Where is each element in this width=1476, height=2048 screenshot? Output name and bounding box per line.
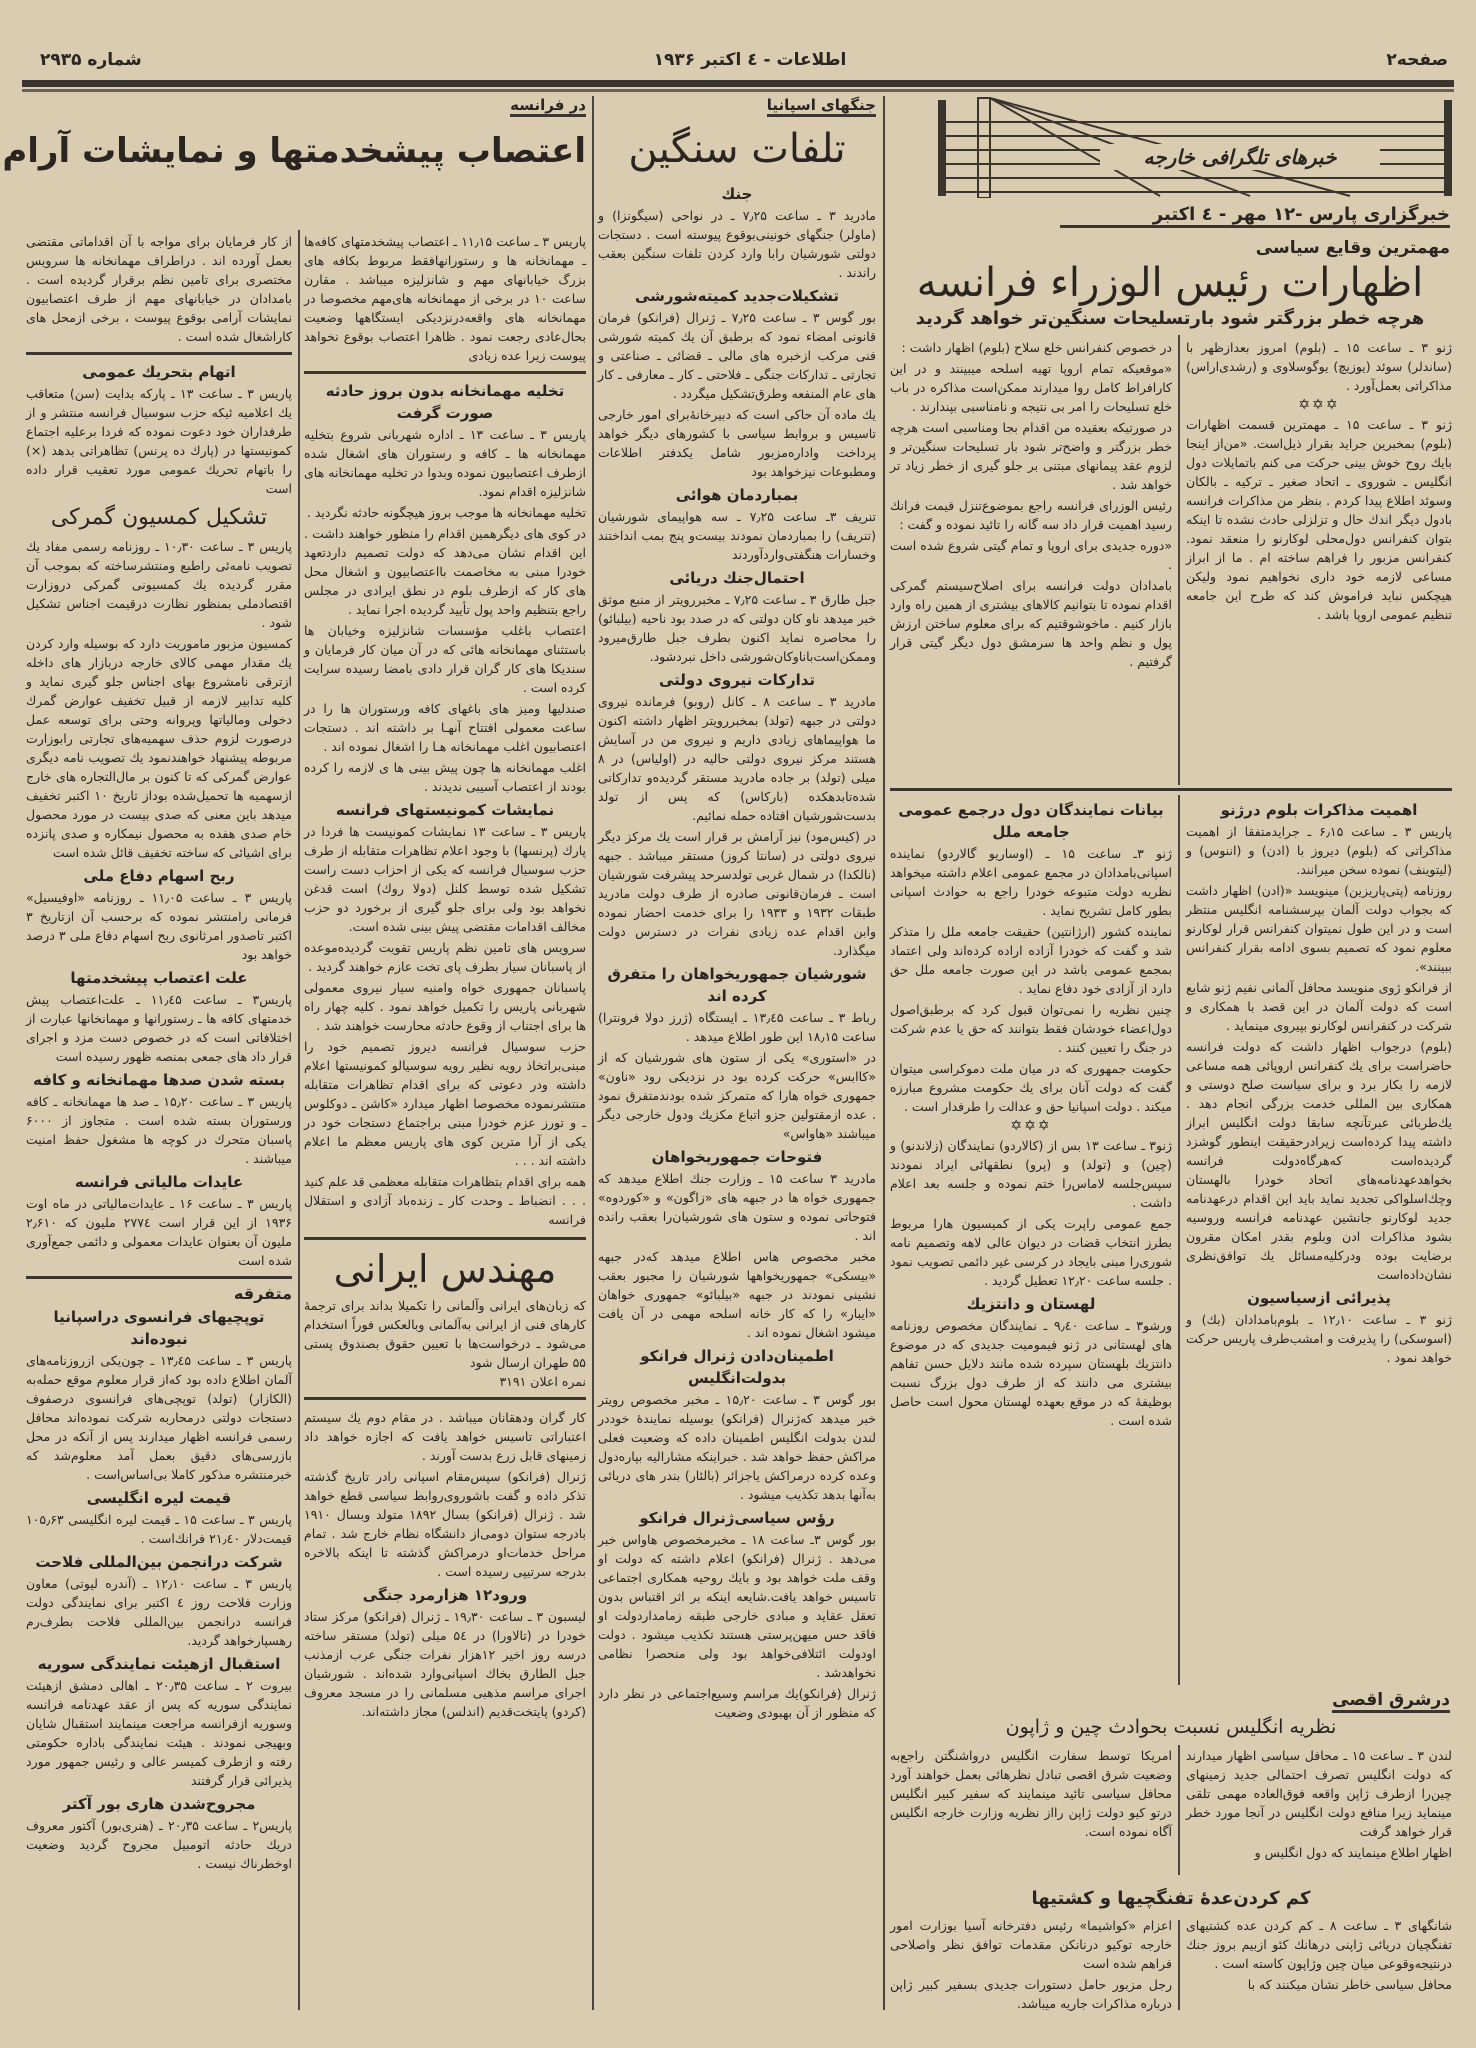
ad-body: که زبان‌های ایرانی وآلمانی را تکمیلا بداند برای ترجمهٔ کارهای فنی از ایرانی به‌آلمانی وبالعکس فوراً استخدام می‌شود ـ درخواست‌ها با تعیین حقوق بصندوق پستی ۵۵ طهران ارسال شود [304, 1298, 586, 1370]
article-paragraph: سرویس های تامین نظم پاریس تقویت گردیده‌موعده از پاسبانان سیار بطرف پای تخت عازم خواهند گردید . [304, 940, 586, 974]
section-kicker: در فرانسه [510, 96, 586, 117]
column-1 [26, 232, 292, 1875]
far-east-right-column [1186, 1746, 1452, 1864]
spain-headline: تلفات سنگین [628, 126, 846, 172]
section-rule [890, 788, 1452, 791]
article-paragraph: پاریس ۳ ـ ساعت ۱۲٫۱۰ ـ (آندره لیوتی) معاون وزارت فلاحت روز ٤ اکتبر برای نمایندگی دولت فرانسه درانجمن بین‌المللی فلاحت بطرف‌رم رهسپارخواهد گردید. [26, 1576, 292, 1648]
article-paragraph: اظهار اطلاع مینمایند که دول انگلیس و [1254, 1845, 1452, 1860]
article-paragraph: پاریس ۳ ـ ساعت ۱۱٫۰۵ ـ روزنامه «اوفیسیل» فرمانی رامنتشر نموده که برحسب آن ازتاریخ ۳ اکتبر تاصدور امرثانوی ربح اسهام دفاع ملی ۳ درصد خواهد بود [26, 890, 292, 962]
right-top-left-column [890, 338, 1172, 673]
column-1-bottom [26, 1276, 292, 1873]
article-paragraph: مادرید ۳ ـ ساعت ۸ ـ کانل (روبو) فرمانده نیروی دولتی در جبهه (تولد) بمخبررویتر اظهار داشته اکنون ما هواپیماهای زیادی داریم و نیروی من در آسایش هستند مرکز نیروی دولتی حالیه در (اولیاس) در ۸ میلی (تولد) بر جاده مادرید مستقر گردیده‌و تدارکاتی شده‌تابدهکده (بارکاس) که پس از تولد بدست‌شورشیان افتاده حمله نمائیم. [598, 694, 876, 823]
article-paragraph: پاریس۳ ـ ساعت ۱۱٫٤۵ ـ علت‌اعتصاب پیش خدمتهای کافه ها ـ رستورانها و مهمانخانها عبارت از اختلافاتی است که در خصوص دست مزد و اجرای قرار داد های جمعی بمنصه ظهور رسیده است [26, 992, 292, 1064]
ad-number: نمره اعلان ۳۱۹۱ [499, 1374, 586, 1389]
article-paragraph: کمسیون مزبور ماموریت دارد که بوسیله وارد کردن یك مقدار مهمی کالای خارجه دربازار های داخله ازترقی نامشروع بهای اجناس جلو گیری نماید و کلیه تدابیر لازمه از قبیل تخفیف عوارض گمرك دخولی ومالیاتها وپروانه وحتی برای توسعه عمل درصورت لزوم حذف سهمیه‌های تجارتی رابوزارت مربوطه پیشنهاد خواهندنمود یك تصویب نامه دیگری عوارض گمرکی که تا کنون بر مال‌التجاره های خارج ازسهمیه ها تحمیل‌شده بوداز تاریخ ۱۰ اکتبر تخفیف میدهد باین معنی که صدی بیست در مورد محصول خام صدی هفده به محصول نیمکاره و صدی پانزده برای اشیائی که ساخته تخفیف قائل شده است [26, 636, 292, 860]
article-paragraph: رباط ۳ ـ ساعت ۱۳٫٤۵ ـ ایستگاه (ژرز دولا فرونترا) ساعت ۱۸٫۱۵ این طور اطلاع میدهد . [598, 1010, 876, 1044]
column-2-top [304, 232, 586, 1229]
france-headline: اعتصاب پیشخدمتها و نمایشات آرام [2, 131, 586, 171]
far-east-left-column [890, 1746, 1172, 1843]
article-paragraph: در «استوری» یکی از ستون های شورشیان که از «کاابس» حرکت کرده بود در نزدیکی رود «ناون» جمهوری خواه هارا که متمرکز شده بودند‌متفرق نمود . عده ازمقتولین جزو اتباع مکزیك ودول خارجی دیگر میباشند «هاواس» [598, 1050, 876, 1141]
logo-text: خبرهای تلگرافی خارجه [1143, 145, 1337, 169]
column-divider [883, 96, 885, 2010]
article-paragraph: ژنرال (فرانکو) سپس‌مقام اسپانی رادر تاریخ گذشته تذکر داده و گفت باشوروی‌روابط سیاسی قطع خواهد شد . ژنرال (فرانکو) بسال ۱۸۹۲ متولد وبسال ۱۹۱۰ بادرجه ستوان دومی‌از دانشگاه نظام خارج شد . تمام مراحل خدمات‌او درمراکش گذشته تا اینکه بالاخره بدرجه سرتیپی رسیده است . [304, 1469, 586, 1579]
article-headline: شرکت درانجمن بین‌المللی فلاحت [35, 1553, 283, 1571]
section-rule [26, 352, 292, 355]
article-headline: فتوحات جمهوریخواهان [651, 1148, 823, 1166]
article-headline: جنك [721, 185, 753, 203]
article-headline: علت اعتصاب پیشخدمتها [70, 969, 248, 987]
column-2-bottom [304, 1408, 586, 1721]
article-paragraph: پاریس ۳ ـ ساعت ۱۶ ـ عایدات‌مالیاتی در ماه اوت ۱۹۳۶ از این قرار است ۲۷۷٤ ملیون که ۲٫۶۱۰ ملیون آن بعنوان عایدات معمولی و دائمی جمع‌آوری شده است [26, 1196, 292, 1268]
article-headline: توپچیهای فرانسوی دراسپانیا نبوده‌اند [53, 1308, 265, 1348]
article-paragraph: ورشو۳ ـ ساعت ۹٫٤۰ ـ نمایندگان مخصوص روزنامه های لهستانی در ژنو فیمومیت جدیدی که در موضوع دانتزیك بلهستان سپرده شده مانند دلایل حسن تفاهم بیشتری می دانند که از طرف دول بزرگ نسبت بوظیفهٔ که در موقع بعهده لهستان محول است حاصل شده است . [890, 1318, 1172, 1428]
article-headline: شورشیان جمهوریخواهان را متفرق کرده اند [607, 965, 867, 1005]
article-headline: اتهام بتحریك عمومی [82, 363, 236, 381]
article-paragraph: همه برای اقدام بتظاهرات متقابله معظمی قد علم کنید . . . انضباط ـ وحدت کار ـ زنده‌باد آزادی و استقلال فرانسه [304, 1174, 586, 1227]
gunboats-headline: کم کردن‌عدهٔ تفنگچیها و کشتیها [1031, 1888, 1311, 1909]
article-headline: بسته شدن صدها مهمانخانه و کافه [33, 1071, 285, 1089]
article-paragraph: ژنو ۳ ـ ساعت ۱۵ ـ (بلوم) امروز بعدازظهر با (ساندلر) سوئد (یوزیچ) یوگوسلاوی و (رشدی‌اراس) مذاکراتی بعمل‌آورد . [1186, 340, 1452, 393]
article-paragraph: بور گوس ۳ـ ساعت ۱۸ ـ مخبرمخصوص هاواس خبر می‌دهد . ژنرال (فرانکو) اعلام داشته که دولت او وقف ملت خواهد بود و بایك روحیه همکاری اجتماعی تاسیس خواهد یافت.شایعه اینکه بر اثر اقتباس بدون تعقل عقاید و مبادی خارجی طبقه زمامداردولت او فاقد حس میهن‌پرستی هستند تکذیب میشود . دولت اودولت ائتلافی‌خواهد بود ولی منحصرا نظامی نخواهدشد . [598, 1532, 877, 1680]
star-ornament: ✡✡✡ [1010, 1118, 1052, 1134]
article-headline: لهستان و دانتزیك [966, 1295, 1096, 1313]
paper-date: اطلاعات - ٤ اکتبر ۱۹۳۶ [653, 50, 847, 70]
front-kicker: مهمترین وقایع سیاسی [1255, 238, 1450, 258]
article-paragraph: پاریس ۳ ـ ساعت ۱۳ ـ اداره شهربانی شروع بتخلیه مهمانخانه ها ـ کافه و رستوران های اشغال شده ازطرف اعتصابیون نموده وبدوا در تخلیه مهمانخانه های شانزلیزه اقدام نمود. [304, 427, 586, 499]
issue-number: شماره ۲۹۳۵ [40, 50, 142, 70]
article-headline: اهمیت مذاکرات بلوم درژنو [1220, 801, 1418, 819]
article-paragraph: حزب سوسیال فرانسه دیروز تصمیم خود را مبنی‌براتخاذ رویه نظیر رویه سوسیالو کمونیستها اعلام داشته ودر دعوتی که برای اقدام تظاهرات متقابله منتشرنموده مخصوصا اظهار میدارد «کاشن ـ دوکلوس ـ و تورز عزم خودرا مبنی براجتماع دستجات خود در یکی از آرا مترین کوی های پاریس معظم ما اعلام داشته اند . . . [304, 1039, 586, 1168]
article-paragraph: بامدادان دولت فرانسه برای اصلاح‌سیستم گمرکی اقدام نموده تا بتوانیم کالاهای بیشتری از همین راه وارد بازار کنیم . ماخوشوقتیم که برای معلوم ساختن ارزش پول و نظم واحد ها سرمشق دول دیگر گیتی قرار گرفتیم . [889, 578, 1172, 669]
article-headline: تخلیه مهمانخانه بدون بروز حادثه صورت گرفت [325, 382, 565, 422]
article-paragraph: ژنرال (فرانکو)یك مراسم وسیع‌اجتماعی در نظر دارد که منظور از آن بهبودی وضعیت [598, 1686, 876, 1720]
job-advertisement [304, 1237, 586, 1400]
article-paragraph: پاریس ۳ ـ ساعت ۱۱٫۱۵ ـ اعتصاب پیشخدمتهای کافه‌ها ـ مهمانخانه ها و رستورانهافقط مربوط بکافه های بزرگ خیابانهای مهم و شانزلیزه میباشد . مقارن ساعت ۱۰ در برخی از مهمانخانه های‌مهم مخصوصا در مهمانخانه های واقعه‌درنزدیکی ایستگاهها وضعیت بحال‌عادی رجعت نمود . ظاهرا اعتصاب بوقوع نخواهد پیوست زیرا عده زیادی [304, 234, 586, 363]
article-paragraph: جمع عمومی راپرت یکی از کمیسیون هارا مربوط بطرز انتخاب قضات در دیوان عالی لاهه وتصمیم نامه شوری‌را مبنی بایجاد در کرسی غیر دائمی تصویب نمود . جلسه ساعت ۱۲٫۲۰ تعطیل گردید . [890, 1216, 1172, 1288]
article-paragraph: کار گران ودهقانان میباشد . در مقام دوم یك سیستم اعتباراتی تاسیس خواهد یافت که اجازه خواهد داد زمینهای قابل زرع بدست آورند . [304, 1410, 586, 1463]
article-paragraph: پاریس ۳ ـ ساعت ۱۰٫۳۰ ـ روزنامه رسمی مفاد یك تصویب نامه‌ئی راطبع ومنتشرساخته که بموجب آن مقرر گردیده یك کمسیونی گمرکی دروزارت اقتصادملی بمنظور نظارت درقیمت اجناس تشکیل شود . [26, 539, 292, 630]
column-divider [1178, 1745, 1180, 1875]
article-paragraph: پاریس ۳ ـ ساعت ۱۳ ـ پارکه بدایت (سن) متعاقب یك اعلامیه ئیکه حزب سوسیال فرانسه منتشر و از طرفداران خود دعوت نموده که فردا برعلیه اجتماع کمونیستها در (پارك ده پرنس) تظاهراتی بدهد (×) را باتهام تحریك عمومی مورد تعقیب قرار داده است [26, 386, 292, 496]
column-3 [598, 180, 876, 1724]
ad-headline: مهندس ایرانی [333, 1247, 557, 1291]
article-paragraph: مادرید ۳ ساعت ۱۵ ـ وزارت جنك اطلاع میدهد که جمهوری خواه ها در جبهه های «زاگون» و «کوردوه» فتوحاتی نموده و ستون های شورشیان‌را بعقب رانده اند . [598, 1171, 876, 1243]
article-paragraph: لیسبون ۳ ـ ساعت ۱۹٫۳۰ ـ ژنرال (فرانکو) مرکز ستاد خودرا در (تالاورا) در ۵٤ میلی (تولد) مستقر ساخته درسه روز اخیر ۱۲هزار نفرات جنگی عرب ازمذنب جبل الطارق بخاك اسپانی‌وارد شده‌اند . شورشیان اجرای مراسم مذهبی مسلمانی را در مسجد معروف (کردو) پایتخت‌قدیم (اندلس) مجاز داشته‌اند. [304, 1609, 586, 1719]
article-paragraph: (بلوم) درجواب اظهار داشت که دولت فرانسه حاضراست برای یك کنفرانس اروپائی همه مساعی لازمه را بکار برد و برای سیاست صلح دوستی و همکاری بین المللی خدمت بزرگی انجام دهد . یك‌طربائی عبرتآنچه سابقا دولت انگلیس ابراز داشته پیدا کرده‌است زیرادرحقیقت اینطور گوشزد گردیده‌است که‌هرگاه‌دولت فرانسه بخواهدعهدنامه‌های اتحاد خودرا بالهستان وچك‌اسلواکی تجدید نماید باید این اقدام درعهدنامه جدید لوکارنو جانشین عهدنامه فرانسه وروسیه بشود مذاکرات ادن وبلوم بقدر امکان مقرون برضایت بوده ودرکلیه‌مسائل یك توافق‌نظری نشان‌داده‌است [1186, 1039, 1452, 1282]
article-paragraph: محافل سیاسی خاطر نشان میکنند که با [1247, 1977, 1452, 1992]
right-mid-right-column [1186, 796, 1452, 1369]
article-paragraph: جبل طارق ۳ ـ ساعت ۷٫۲۵ ـ مخبررویتر از منبع موثق خبر میدهد ناو کان دولتی که در صدد بود ناحیه (بیلبائو) را محاصره نماید اکنون بطرف جبل طارق‌میرود وممکن‌است‌باناو‌کان‌شورشی داخل نبردشود. [598, 592, 876, 664]
article-paragraph: پاریس ۳ ـ ساعت ۱۵ ـ قیمت لیره انگلیسی ۱۰۵٫۶۳ قیمت‌دلار ۲۱٫٤۰ فرانك‌است . [26, 1512, 293, 1546]
article-paragraph: تنریف ۳ـ ساعت ۷٫۲۵ ـ سه هواپیمای شورشیان (تنریف) را بمباردمان نمودند بیست‌و پنج بمب انداختند وخسارات هنگفتی‌وارد‌آوردند [598, 509, 876, 562]
article-paragraph: ژنو ۳ ـ ساعت ۱۲٫۱۰ ـ بلوم‌بامدادان (بك) و (اسوسکی) را پذیرفت و امشب‌طرف پاریس حرکت خواهد نمود . [1186, 1312, 1452, 1365]
right-top-right-column [1186, 338, 1452, 626]
column-divider [298, 230, 300, 2010]
article-paragraph: تخلیه مهمانخانه ها موجب بروز هیچگونه حادثه نگردید . [306, 505, 586, 520]
article-headline: عایدات مالیاتی فرانسه [74, 1173, 244, 1191]
column-2 [304, 232, 586, 1723]
article-paragraph: مخبر مخصوص هاس اطلاع میدهد که‌در جبهه «بیسکی» جمهوریخواهها شورشیان را مجبور بعقب نشینی نمودند در جبهه «بیلبائو» جمهوری خواهان «ایبار» را که کار خانه اسلحه مهمی در آن یافت میشود اشغال نموده اند . [598, 1249, 876, 1340]
section-label: متفرقه [233, 1284, 292, 1303]
article-paragraph: رئیس الوزرای فرانسه راجع بموضوع‌تنزل قیمت فرانك رسید اهمیت قرار داد سه گانه را تائید نموده و گفت : [890, 498, 1172, 532]
gunboats-left-column [890, 1916, 1172, 2015]
article-paragraph: امریکا توسط سفارت انگلیس درواشنگتن راجع‌به وضعیت شرق اقصی تبادل نظرهائی بعمل خواهند آورد محافل سیاسی تائید مینمایند که سفیر کبیر انگلیس درتو کیو دولت ژاپن رااز نظریه وزارت خارجه انگلیس آگاه نموده است. [890, 1748, 1172, 1839]
article-paragraph: بور گوس ۳ ـ ساعت ۷٫۲۵ ـ ژنرال (فرانکو) فرمان قانونی امضاء نمود که برطبق آن یك کمیته شورشی فنی مرکب ازخبره های مالی ـ قضائی ـ صناعتی و تجارتی ـ تدارکات جنگی ـ فلاحتی ـ کار ـ معارفی ـ کار های عام المنفعه وطرق‌تشکیل میگردد . [598, 310, 876, 401]
article-headline: مجروح‌شدن هاری بور آکتر [62, 1795, 256, 1813]
column-divider [1178, 1920, 1180, 2010]
article-headline: اطمینان‌دادن ژنرال فرانکو بدولت‌انگلیس [640, 1347, 834, 1387]
article-headline-large: تشکیل کمسیون گمرکی [50, 505, 268, 530]
article-headline: پذیرائی ازسیاسیون [1247, 1289, 1391, 1307]
article-paragraph: صندلیها ومیز های باغهای کافه ورستوران ها را در ساعت معمولی افتتاح آنهـا بر داشته اند . دستجات اعتصابیون اغلب مهمانخانه هـا را اشغال نموده اند . [304, 701, 586, 754]
article-paragraph: از فرانکو ژوی منویسد محافل آلمانی نفیم ژنو شایع است که دولت آلمان در این قصد با همکاری و شرکت در کنفرانس لوکارنو بپیروی مینماید . [1186, 980, 1452, 1033]
article-paragraph: اعتصاب باغلب مؤسسات شانزلیزه وخیابان ها باستثنای مهمانخانه هائی که در آن میان کار فرمایان و سندیکا های کار گران قرار دادی بامضا رسیده سرایت کرده است . [304, 623, 586, 695]
article-paragraph: ژنو ۳ ـ ساعت ۱۵ ـ مهمترین قسمت اظهارات (بلوم) بمخبرین جراید بقرار ذیل‌است. «من‌از اینجا بایك روح خوش بینی حرکت می کنم باتمایلات دول انگلیس ـ شوروی ـ اتحاد صغیر ـ ترکیه ـ بالکان وسوئد اطلاع پیدا کردم . بنظر من مذاکرات فرانسه بادول دیگر اندك حال و تزلزلی حادث نشده تا اینکه بتوان کنفرانس دول‌محلی لوکارنو را منعقد نمود. کنفرانس مزبور را فراهم ساخته ام . ما از ابراز مساعی لازمه خود داری نخواهیم نمود ولیکن هیچکس نباید فراموش کند که طرح این جامعه تنظیم عمومی اروپا باشد . [1186, 417, 1452, 622]
article-paragraph: «موقعیکه تمام اروپا تهیه اسلحه میبینند و در این کارافراط کامل روا میدارند ممکن‌است مذاکره در باب خلع تسلیحات را امر بی نتیجه و نامناسبی بپندارند . [890, 361, 1172, 414]
article-paragraph: پاسبانان جمهوری خواه وامنیه سیار نیروی معمولی شهربانی پاریس را تکمیل خواهد نمود . کلیه چهار راه ها برای اجتناب از وقوع حادثه محارست خواهند شد . [304, 980, 586, 1033]
far-east-headline: نظریه انگلیس نسبت بحوادث چین و ژاپون [1005, 1716, 1337, 1738]
article-paragraph: روزنامه (پتی‌پاریزین) مینویسد «(ادن) اظهار داشت که بجواب دولت آلمان بپرسشنامه انگلیس منتظر است و در این طول نمیتوان کنفرانس قرار لوکارنو معلوم نمود که تصمیم بسوی ادامه بقرار کنفرانس ببینند». [1186, 883, 1452, 974]
right-mid-left-column [890, 796, 1172, 1432]
article-paragraph: پاریس ۳ ـ ساعت ۱۳٫٤۵ ـ چون‌یکی ازروزنامه‌های آلمان اطلاع داده بود که‌از قرار معلوم موقع حمله‌به (الکازار) (تولد) توپچی‌های فرانسوی درصفوف دستجات دولتی درمحاربه شرکت نموده‌اند محافل رسمی فرانسه اظهار میدارند پس از آنکه در محل بازرسی‌های دقیق بعمل آمد معلوم‌شد که خبرمنتشره مذکور کاملا بی‌اساس‌است . [26, 1353, 292, 1482]
article-paragraph: پاریس ۳ ـ ساعت ۱۵٫۲۰ ـ صد ها مهمانخانه ـ کافه ورستوران بسته شده است . متجاوز از ۶۰۰۰ پاسبان متحرك در کوچه ها مشغول حفظ امنیت میباشند . [26, 1094, 292, 1166]
article-paragraph: پاریس ۳ ـ ساعت ۱۳ نمایشات کمونیست ها فردا در پارك (پرنسها) با وجود اعلام تظاهرات متقابله از طرف حزب سوسیال فرانسه که یکی از احزاب دست راست تشکیل شده توسط کلنل (دولا روك) است قدغن نخواهد بود ولی برای جلو گیری از برخورد دو حزب مخالف اقدامات مقتضی پیش بینی شده است. [304, 824, 586, 934]
article-paragraph: حکومت جمهوری که در میان ملت دموکراسی میتوان گفت که دولت آنان برای یك حکومت مشروع مبارزه میکند . دولت اسپانیا حق و عدالت را طرفدار است . [890, 1061, 1172, 1114]
article-paragraph: ژنو۳ ـ ساعت ۱۳ بس از (کالاردو) نمایندگان (زلاندنو) و (چین) و (تولد) و (پرو) نطقهائی ایراد نمودند سپس‌جلسه لاماس‌را ختم نموده و جلسه بعد اعلام داشت . [890, 1138, 1172, 1210]
article-headline: رؤس سیاسی‌ژنرال فرانکو [639, 1509, 835, 1527]
article-headline: نمایشات کمونیستهای فرانسه [335, 801, 555, 819]
far-east-section-label: درشرق اقصی [1332, 1690, 1450, 1713]
article-paragraph: یك ماده آن حاکی است که دبیرخانهٔ‌برای امور خارجی تاسیس و بروابط سیاسی با کشورهای دیگر خواهد پرداخت واداره‌مزبور شامل یکدفتر اطلاعات ومطبوعات نیزخواهد بود [598, 407, 876, 479]
article-paragraph: در (کیس‌مود) نیز آرامش بر قرار است یك مرکز دیگر نیروی دولتی در (سانتا کروز) مستقر میباشد . جبهه (نالکدا) در شمال غربی تولدسرحد پیشرفت شورشیان است ـ فرمان‌قانونی صادره از طرف دولت مادرید طبقات ۱۹۳۲ و ۱۹۳۳ را برای خدمت احضار نموده وابن اقدام عده زیادی نفرات در دسترس دولت میگذارد. [598, 829, 877, 958]
article-paragraph: بور گوس ۳ ـ ساعت ۱۵٫۲۰ ـ مخبر مخصوص رویتر خبر میدهد که‌ژنرال (فرانکو) بوسیله نمایندهٔ خوددر لندن بدولت انگلیس اطمینان داده که وضعیت فعلی مراکش حفظ خواهد شد . خبراینکه مشارالیه بپاره‌دول وعده کرده درمراکش یاجزائر (بالئار) بندر های دریائی به‌آنها بدهد تکذیب میشود . [598, 1392, 876, 1502]
article-headline: ربح اسهام دفاع ملی [83, 867, 235, 885]
section-kicker: جنگهای اسپانیا [767, 96, 876, 117]
column-divider [1178, 335, 1180, 785]
article-paragraph: از کار فرمایان برای مواجه با آن اقداماتی مقتضی بعمل آورده اند . دراطراف مهمانخانه ها سرویس مختصری برای تامین نظم برقرار گردیده است . بامدادان در خیابانهای مهم از طرف اعتصابیون نمایشات آرامی بوقوع پیوست ، برخی ازمحل های کاراشغال شده است . [26, 234, 292, 344]
masthead-rule [22, 80, 1454, 89]
column-divider [592, 96, 594, 2010]
article-paragraph: اغلب مهمانخانه ها چون پیش بینی ها ی لازمه را کرده بودند از اعتصاب آسیبی ندیدند . [304, 760, 586, 794]
foreign-telegraph-logo [930, 92, 1460, 198]
main-headline: اظهارات رئیس الوزراء فرانسه [916, 260, 1424, 306]
article-paragraph: بیروت ۲ ـ ساعت ۲۰٫۳۵ ـ اهالی دمشق ازهیئت نمایندگی سوریه که پس از عقد عهدنامه فرانسه وسوریه ازفرانسه مراجعت مینمایند استقبال شایان وبهیجی نمودند . هیئت نمایندگی باداره حکومتی رفته و ازطرف کمیسر عالی و رئیس جمهور مورد پذیرائی قرار گرفتند [26, 1678, 292, 1788]
article-paragraph: چنین نظریه را نمی‌توان قبول کرد که برطبق‌اصول دول‌اعضاء خودشان فقط بتوانند که حق یا عدم شرکت در جنگ را تعیین کنند . [890, 1002, 1172, 1055]
article-paragraph: اعزام «کواشیما» رئیس دفترخانه آسیا بوزارت امور خارجه توکیو درنانکن مقدمات توافق نظر واصلاحی فراهم شده است [890, 1918, 1172, 1971]
article-headline: تدارکات نیروی دولتی [658, 671, 816, 689]
article-headline: بمباردمان هوائی [675, 486, 799, 504]
article-paragraph: رجل مزبور حامل دستورات جدیدی بسفیر کبیر ژاپن درباره مذاکرات جاریه میباشد. [890, 1977, 1172, 2011]
page-label: صفحه۲ [1386, 50, 1448, 70]
article-paragraph: شانگهای ۳ ـ ساعت ۸ ـ کم کردن عده کشتیهای تفنگچیان دریائی ژاپنی درهانك کئو ازبیم بروز جنك درنتیجه‌وقوعی میان چین وژاپون کاسته است . [1186, 1918, 1452, 1971]
star-ornament: ✡✡✡ [1298, 397, 1340, 413]
article-paragraph: لندن ۳ ـ ساعت ۱۵ ـ محافل سیاسی اظهار میدارند که دولت انگلیس تصرف احتمالی جدید زمینهای چین‌را ازطرف ژاپن واقعه فوق‌العاده مهمی تلقی مینماید زیرا منافع دولت انگلیس در آنجا مورد خطر قرار خواهد گرفت [1186, 1748, 1452, 1839]
gunboats-right-column [1186, 1916, 1452, 1996]
article-headline: تشکیلات‌جدید کمیته‌شورشی [634, 287, 840, 305]
article-headline: احتمال‌جنك دریائی [669, 569, 805, 587]
column-1-top [26, 232, 292, 1270]
article-headline: قیمت لیره انگلیسی [86, 1489, 232, 1507]
article-headline: بیانات نمایندگان دول درجمع عمومی جامعه ملل [898, 801, 1164, 841]
article-paragraph: در کوی های دیگرهمین اقدام را منظور خواهند داشت . این اقدام نشان می‌دهد که دولت تصمیم داردتعهد خودرا مبنی به مخاصمت بااعتصابیون و اشغال محل های کار که ازطرف بلوم در نطق ایرادی در مجلس راجع بتنظیم واحد پول تأیید گردیده اجرا نماید . [304, 526, 586, 617]
section-rule [304, 371, 586, 374]
article-paragraph: در صورتیکه بعقیده من اقدام بجا ومناسبی است هرچه خطر بزرگتر و واضح‌تر شود بار تسلیحات سنگین‌تر و لزوم عقد پیمانهای مبتنی بر جلو گیری از خطر زیاد تر خواهد شد . [890, 420, 1172, 492]
article-paragraph: در خصوص کنفرانس خلع سلاح (بلوم) اظهار داشت : [901, 340, 1172, 355]
article-headline: ورود۱۲ هزارمرد جنگی [362, 1586, 528, 1604]
main-subhead: هرچه خطر بزرگتر شود بارتسلیحات سنگین‌تر خواهد گردید [915, 308, 1425, 329]
article-paragraph: پاریس ۳ ـ ساعت ۶٫۱۵ ـ جرایدمتفقا از اهمیت مذاکراتی که (بلوم) دیروز با (ادن) و (اننوس) و (لیتوینف) نموده سخن میرانند. [1186, 824, 1452, 877]
article-headline: استقبال ازهیئت نمایندگی سوریه [37, 1655, 281, 1673]
article-paragraph: پاریس۲ ـ ساعت ۲۰٫۳۵ ـ (هنری‌بور) آکتور معروف دریك حادثه اتومبیل مجروح گردید وضعیت اوخطرناك نیست . [26, 1818, 292, 1871]
article-paragraph: «دوره جدیدی برای اروپا و تمام گیتی شروع شده است . [890, 538, 1172, 572]
article-paragraph: مادرید ۳ ـ ساعت ۷٫۲۵ ـ در نواحی (سیگونزا) و (ماولر) جنگهای خونینی‌بوقوع پیوسته است . دستجات دولتی شورشیان رابا وارد کردن تلفات سنگین بعقب راندند . [598, 208, 876, 280]
article-paragraph: ژنو ۳ـ ساعت ۱۵ ـ (اوساریو گالاردو) نماینده اسپانی‌بامدادان در مجمع عمومی اعلام داشته میخواهد نظریه دولت متبوعه خودرا راجع به حوادث اسپانی بطور کامل تشریح نماید . [890, 846, 1172, 918]
column-divider [1178, 795, 1180, 1685]
agency-dateline: خبرگزاری پارس -۱۲ مهر - ٤ اکتبر [1060, 204, 1450, 228]
article-paragraph: نماینده کشور (ارژانتین) حقیقت جامعه ملل را متذکر شد و گفت که خودرا آزاده اراده کرده‌اند ولی اعتماد بمجمع عمومی باشد در این صورت جامعه ملل حق دارد از آزادی خود دفاع نماید . [890, 924, 1172, 996]
